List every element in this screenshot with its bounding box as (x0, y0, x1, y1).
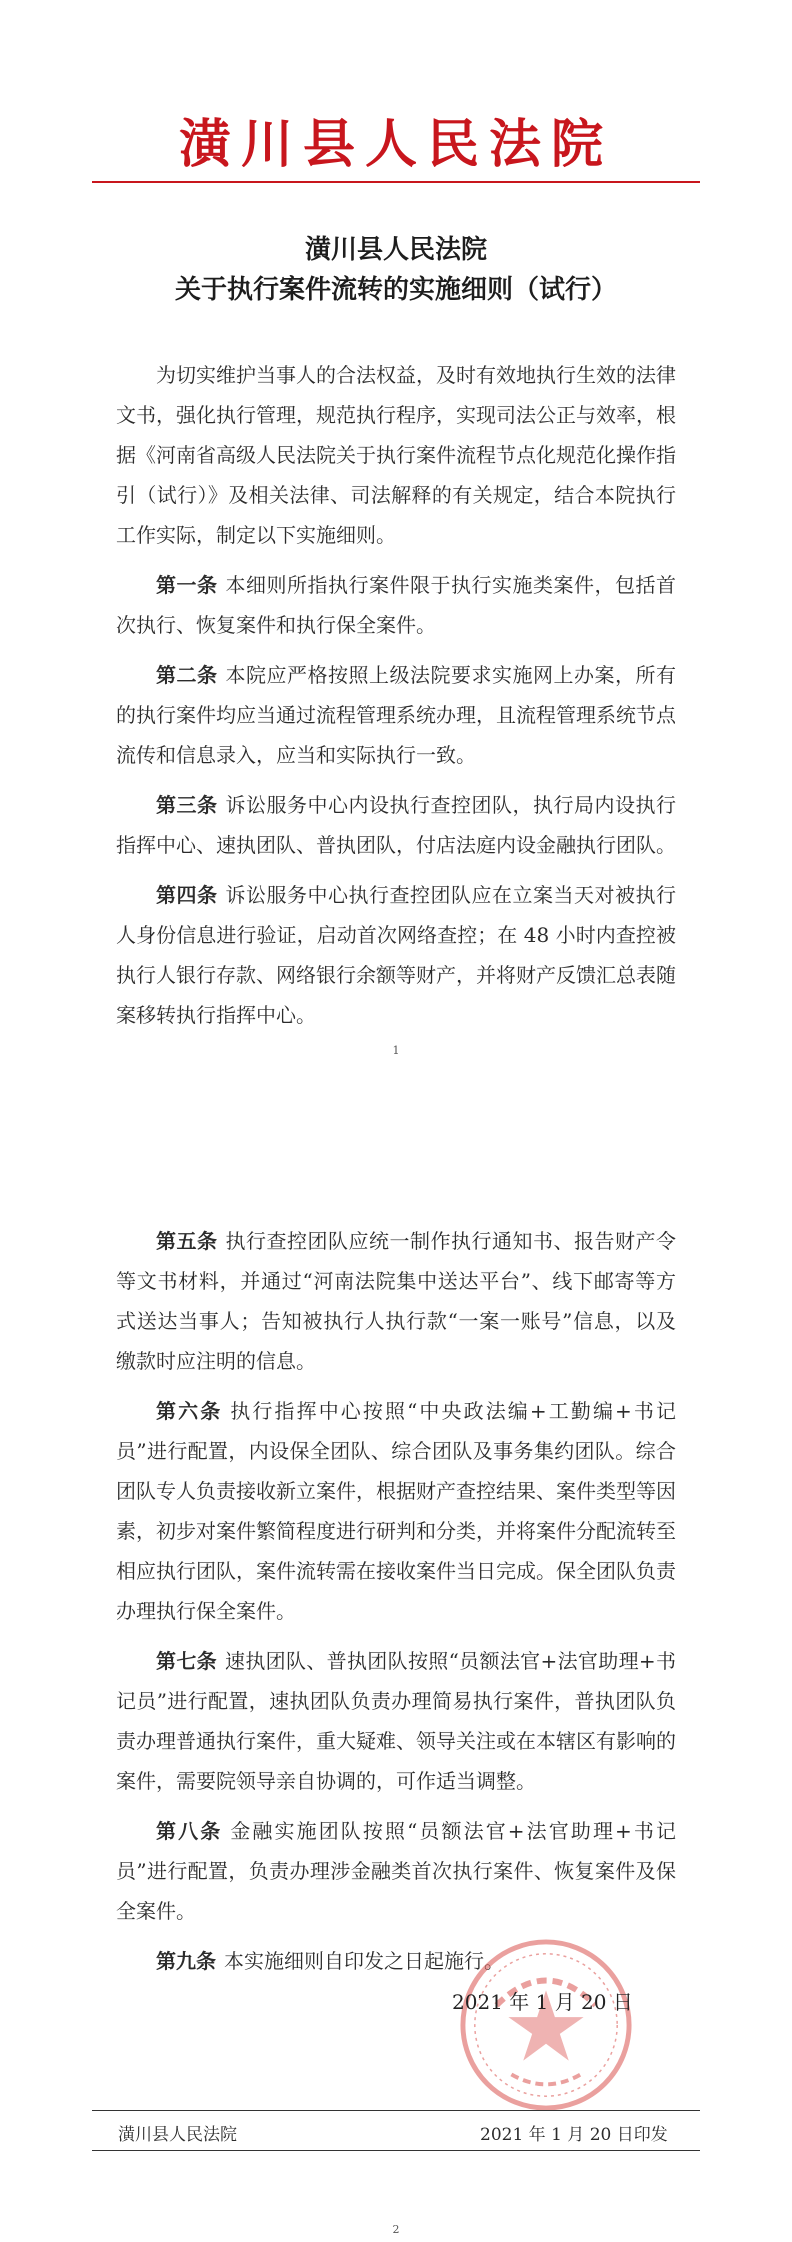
article-text: 诉讼服务中心执行查控团队应在立案当天对被执行人身份信息进行验证，启动首次网络查控；在 48 小时内查控被执行人银行存款、网络银行余额等财产，并将财产反馈汇总表随案移转执行指挥中心。 (116, 883, 676, 1027)
article-text: 金融实施团队按照“员额法官+法官助理+书记员”进行配置，负责办理涉金融类首次执行案件、恢复案件及保全案件。 (116, 1819, 676, 1923)
footer-issuer: 潢川县人民法院 (118, 2125, 237, 2145)
article-text: 诉讼服务中心内设执行查控团队，执行局内设执行指挥中心、速执团队、普执团队，付店法庭内设金融执行团队。 (116, 793, 676, 857)
letterhead-rule (92, 181, 700, 183)
article-label: 第八条 (156, 1819, 223, 1843)
letterhead-title: 潢川县人民法院 (178, 114, 613, 175)
article-6 (116, 1391, 676, 1631)
article-label: 第六条 (156, 1399, 223, 1423)
article-text: 本院应严格按照上级法院要求实施网上办案，所有的执行案件均应当通过流程管理系统办理，且流程管理系统节点流传和信息录入，应当和实际执行一致。 (116, 663, 676, 767)
page-2 (0, 1121, 792, 2242)
footer-issue-date: 2021 年 1 月 20 日印发 (480, 2125, 668, 2145)
body-page-1 (116, 355, 676, 1045)
article-label: 第九条 (156, 1949, 216, 1973)
article-2 (116, 655, 676, 775)
page-number: 1 (392, 1044, 400, 1057)
footer-rule-bottom (92, 2150, 700, 2151)
page-1 (0, 0, 792, 1120)
signature-date: 2021 年 1 月 20 日 (452, 1990, 633, 2014)
intro-paragraph: 为切实维护当事人的合法权益，及时有效地执行生效的法律文书，强化执行管理，规范执行程序，实现司法公正与效率，根据《河南省高级人民法院关于执行案件流程节点化规范化操作指引（试行）》及相关法律、司法解释的有关规定，结合本院执行工作实际，制定以下实施细则。 (116, 363, 676, 547)
article-label: 第三条 (156, 793, 218, 817)
article-4 (116, 875, 676, 1035)
court-seal-stamp (457, 1936, 635, 2114)
article-label: 第四条 (156, 883, 218, 907)
article-3 (116, 785, 676, 865)
article-5 (116, 1221, 676, 1381)
page-number: 2 (392, 2223, 400, 2236)
article-label: 第七条 (156, 1649, 217, 1673)
article-7 (116, 1641, 676, 1801)
article-text: 本细则所指执行案件限于执行实施类案件，包括首次执行、恢复案件和执行保全案件。 (116, 573, 676, 637)
article-text: 执行指挥中心按照“中央政法编+工勤编+书记员”进行配置，内设保全团队、综合团队及事务集约团队。综合团队专人负责接收新立案件，根据财产查控结果、案件类型等因素，初步对案件繁简程度进行研判和分类，并将案件分配流转至相应执行团队，案件流转需在接收案件当日完成。保全团队负责办理执行保全案件。 (116, 1399, 676, 1623)
body-page-2 (116, 1221, 676, 1991)
article-1 (116, 565, 676, 645)
document-title-line-2: 关于执行案件流转的实施细则（试行） (174, 275, 617, 305)
footer-rule-top (92, 2110, 700, 2111)
article-label: 第二条 (156, 663, 218, 687)
document-title-line-1: 潢川县人民法院 (304, 235, 487, 265)
article-8 (116, 1811, 676, 1931)
article-text: 速执团队、普执团队按照“员额法官+法官助理+书记员”进行配置，速执团队负责办理简易执行案件，普执团队负责办理普通执行案件，重大疑难、领导关注或在本辖区有影响的案件，需要院领导亲自协调的，可作适当调整。 (116, 1649, 676, 1793)
article-label: 第五条 (156, 1229, 218, 1253)
article-label: 第一条 (156, 573, 218, 597)
document-title (0, 230, 792, 310)
article-text: 本实施细则自印发之日起施行。 (224, 1949, 504, 1973)
article-text: 执行查控团队应统一制作执行通知书、报告财产令等文书材料，并通过“河南法院集中送达平台”、线下邮寄等方式送达当事人；告知被执行人执行款“一案一账号”信息，以及缴款时应注明的信息。 (116, 1229, 676, 1373)
